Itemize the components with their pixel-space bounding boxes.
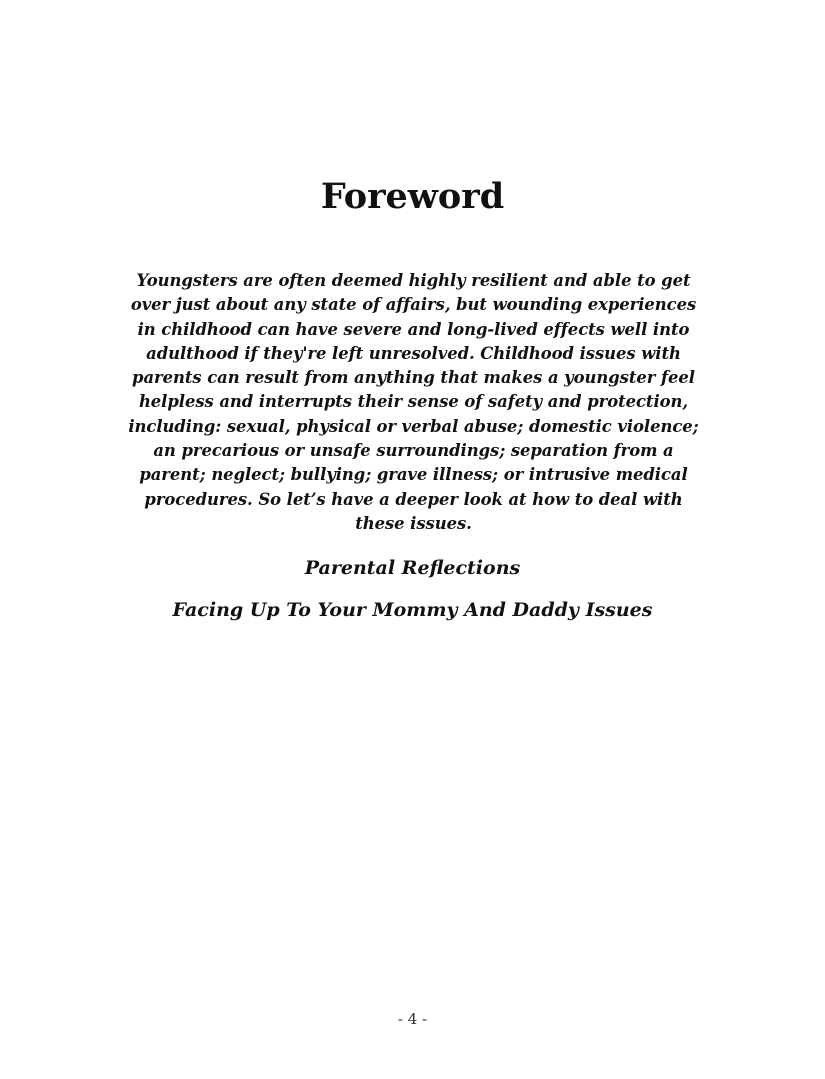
intro-paragraph: Youngsters are often deemed highly resilient and able to get over just about any state of affairs, but wounding experiences in childhood can have severe and long-lived effects well into adulthood if they're left unresolved. Childhood issues with parents can result from anything that makes a youngster feel helpless and interrupts their sense of safety and protection, including: sexual, physical or verbal abuse; domestic violence; an precarious or unsafe surroundings; separation from a parent; neglect; bullying; grave illness; or intrusive medical procedures. So let’s have a deeper look at how to deal with these issues. [128,271,699,533]
page-number: - 4 - [397,1010,428,1028]
book-title: Parental Reflections [304,557,521,579]
book-subtitle: Facing Up To Your Mommy And Daddy Issues [172,599,653,621]
page-title: Foreword [320,176,505,217]
